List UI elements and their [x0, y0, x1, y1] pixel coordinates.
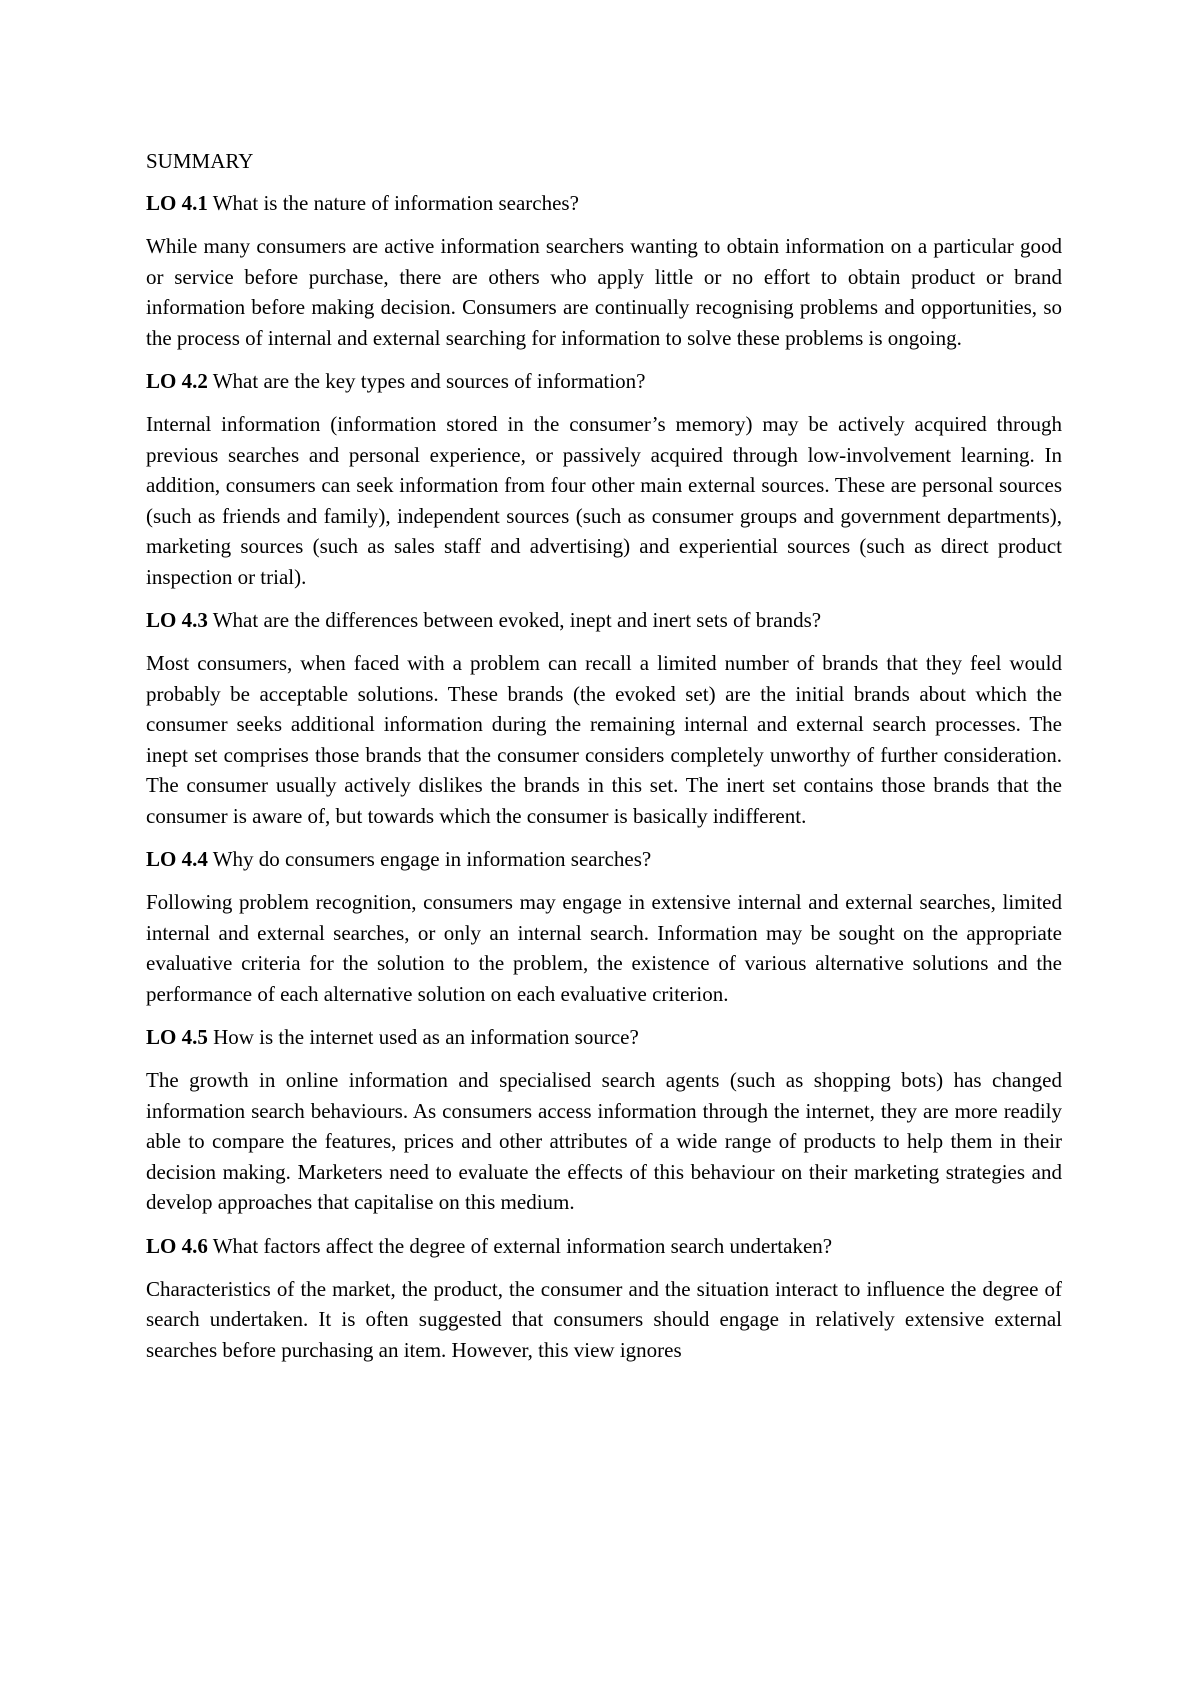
lo-question: What are the key types and sources of information?	[212, 369, 646, 393]
lo-section-4-4	[146, 844, 1062, 1009]
lo-body: Following problem recognition, consumers may engage in extensive internal and external searches, limited internal and external searches, or only an internal search. Information may be sought on the appropriate evaluative criteria for the solution to the problem, the existence of various alternative solutions and the performance of each alternative solution on each evaluative criterion.	[146, 890, 1062, 1006]
lo-body: The growth in online information and specialised search agents (such as shopping bots) has changed information search behaviours. As consumers access information through the internet, they are more readily able to compare the features, prices and other attributes of a wide range of products to help them in their decision making. Marketers need to evaluate the effects of this behaviour on their marketing strategies and develop approaches that capitalise on this medium.	[146, 1068, 1062, 1214]
lo-section-4-3	[146, 605, 1062, 831]
lo-question: What factors affect the degree of external information search undertaken?	[212, 1233, 833, 1258]
lo-body: Internal information (information stored in the consumer’s memory) may be actively acquired through previous searches and personal experience, or passively acquired through low-involvement learning. In addition, consumers can seek information from four other main external sources. These are personal sources (such as friends and family), independent sources (such as consumer groups and government departments), marketing sources (such as sales staff and advertising) and experiential sources (such as direct product inspection or trial).	[146, 412, 1062, 589]
lo-question: Why do consumers engage in information searches?	[212, 847, 652, 871]
lo-heading	[146, 1231, 1062, 1261]
lo-heading	[146, 366, 1062, 396]
lo-heading	[146, 1022, 1062, 1052]
lo-body: While many consumers are active information searchers wanting to obtain information on a particular good or service before purchase, there are others who apply little or no effort to obtain product or brand information before making decision. Consumers are continually recognising problems and opportunities, so the process of internal and external searching for information to solve these problems is ongoing.	[146, 234, 1062, 350]
lo-question: What are the differences between evoked, inept and inert sets of brands?	[212, 608, 822, 632]
document-content	[146, 146, 1062, 1378]
lo-body: Characteristics of the market, the product, the consumer and the situation interact to influence the degree of search undertaken. It is often suggested that consumers should engage in relatively extensive external searches before purchasing an item. However, this view ignores	[146, 1276, 1062, 1362]
lo-code: LO 4.4	[146, 847, 208, 871]
lo-section-4-1	[146, 188, 1062, 353]
lo-section-4-6	[146, 1231, 1062, 1366]
lo-question: How is the internet used as an information source?	[213, 1025, 639, 1049]
lo-code: LO 4.3	[146, 608, 208, 632]
lo-question: What is the nature of information searches?	[212, 191, 579, 215]
lo-section-4-2	[146, 366, 1062, 592]
lo-code: LO 4.2	[146, 369, 208, 393]
lo-heading	[146, 605, 1062, 635]
lo-code: LO 4.1	[146, 191, 208, 215]
lo-heading	[146, 844, 1062, 874]
lo-section-4-5	[146, 1022, 1062, 1218]
lo-code: LO 4.6	[146, 1233, 208, 1258]
summary-title: SUMMARY	[146, 149, 254, 173]
lo-code: LO 4.5	[146, 1025, 208, 1049]
lo-heading	[146, 188, 1062, 218]
lo-body: Most consumers, when faced with a problem can recall a limited number of brands that they feel would probably be acceptable solutions. These brands (the evoked set) are the initial brands about which the consumer seeks additional information during the remaining internal and external search processes. The inept set comprises those brands that the consumer considers completely unworthy of further consideration. The consumer usually actively dislikes the brands in this set. The inert set contains those brands that the consumer is aware of, but towards which the consumer is basically indifferent.	[146, 651, 1062, 828]
